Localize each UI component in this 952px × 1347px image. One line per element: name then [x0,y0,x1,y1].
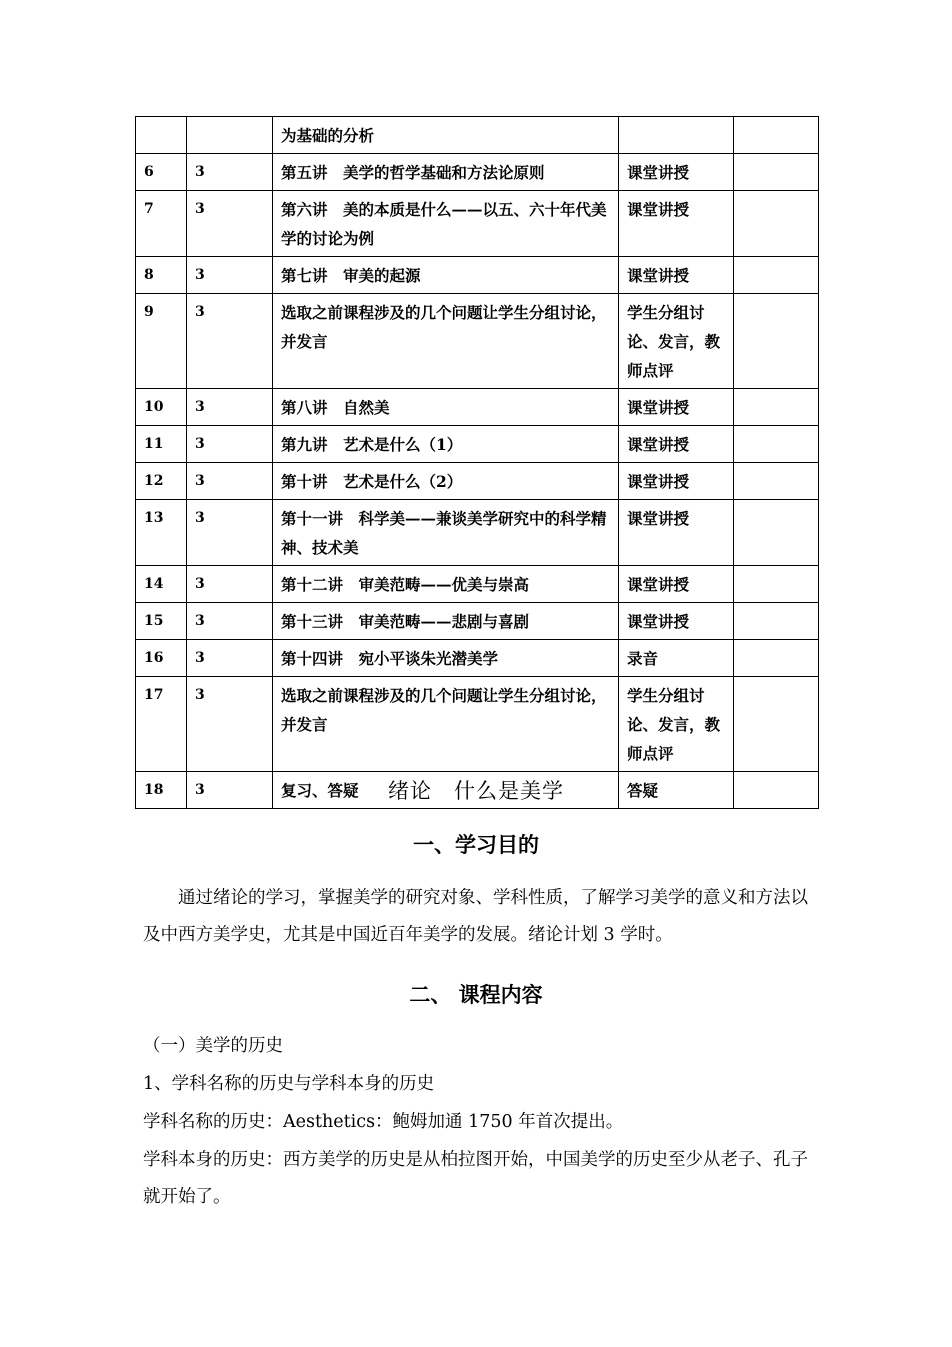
hours-cell: 3 [187,463,273,500]
content-cell: 选取之前课程涉及的几个问题让学生分组讨论，并发言 [273,294,619,389]
row-number-cell: 11 [136,426,187,463]
content-cell: 第十三讲 审美范畴——悲剧与喜剧 [273,603,619,640]
table-row [136,117,819,154]
hours-cell: 3 [187,257,273,294]
content-cell: 第十四讲 宛小平谈朱光潜美学 [273,640,619,677]
hours-cell: 3 [187,154,273,191]
method-cell: 学生分组讨论、发言，教师点评 [619,677,734,772]
row-number-cell: 6 [136,154,187,191]
method-cell: 课堂讲授 [619,463,734,500]
hours-cell: 3 [187,294,273,389]
content-cell: 第九讲 艺术是什么（1） [273,426,619,463]
row-number-cell: 17 [136,677,187,772]
row-number-cell: 12 [136,463,187,500]
method-cell: 学生分组讨论、发言，教师点评 [619,294,734,389]
list-item-heading: 1、学科名称的历史与学科本身的历史 [143,1074,435,1094]
method-cell: 课堂讲授 [619,257,734,294]
method-cell: 课堂讲授 [619,426,734,463]
row-number-cell: 15 [136,603,187,640]
list-item-text: 学科本身的历史：西方美学的历史是从柏拉图开始，中国美学的历史至少从老子、孔子就开始了。 [143,1150,808,1207]
row-number-cell: 7 [136,191,187,257]
content-cell: 第十二讲 审美范畴——优美与崇高 [273,566,619,603]
row-number-cell: 14 [136,566,187,603]
method-cell: 课堂讲授 [619,500,734,566]
note-cell [734,426,819,463]
table-row [136,677,819,772]
note-cell [734,640,819,677]
content-cell: 选取之前课程涉及的几个问题让学生分组讨论，并发言 [273,677,619,772]
hours-cell: 3 [187,640,273,677]
method-cell: 课堂讲授 [619,389,734,426]
row-number-cell: 8 [136,257,187,294]
table-row [136,191,819,257]
table-row [136,603,819,640]
note-cell [734,154,819,191]
row-number-cell: 10 [136,389,187,426]
row-number-cell [136,117,187,154]
method-cell [619,117,734,154]
method-cell: 课堂讲授 [619,191,734,257]
content-cell: 第十一讲 科学美——兼谈美学研究中的科学精神、技术美 [273,500,619,566]
content-cell: 第七讲 审美的起源 [273,257,619,294]
course-schedule-table [135,116,819,809]
method-cell: 录音 [619,640,734,677]
note-cell [734,677,819,772]
content-cell: 第六讲 美的本质是什么——以五、六十年代美学的讨论为例 [273,191,619,257]
row-number-cell: 13 [136,500,187,566]
note-cell [734,463,819,500]
method-cell: 课堂讲授 [619,566,734,603]
method-cell: 答疑 [619,772,734,809]
table-row [136,463,819,500]
note-cell [734,500,819,566]
table-row [136,154,819,191]
hours-cell: 3 [187,603,273,640]
row-number-cell: 16 [136,640,187,677]
note-cell [734,389,819,426]
note-cell [734,603,819,640]
note-cell [734,191,819,257]
subsection-heading: （一）美学的历史 [143,1036,283,1056]
hours-cell: 3 [187,772,273,809]
hours-cell: 3 [187,677,273,772]
hours-cell: 3 [187,389,273,426]
note-cell [734,294,819,389]
hours-cell [187,117,273,154]
hours-cell: 3 [187,426,273,463]
section-heading-course-content: 二、 课程内容 [409,983,543,1007]
hours-cell: 3 [187,566,273,603]
table-row [136,640,819,677]
method-cell: 课堂讲授 [619,154,734,191]
note-cell [734,257,819,294]
chapter-title: 绪论 什么是美学 [388,779,564,803]
hours-cell: 3 [187,500,273,566]
table-row [136,426,819,463]
content-cell: 为基础的分析 [273,117,619,154]
hours-cell: 3 [187,191,273,257]
section-heading-learning-goals: 一、学习目的 [413,833,539,857]
table-row [136,294,819,389]
content-cell: 复习、答疑 [273,772,619,809]
table-row [136,500,819,566]
row-number-cell: 9 [136,294,187,389]
content-cell: 第十讲 艺术是什么（2） [273,463,619,500]
note-cell [734,566,819,603]
table-row [136,257,819,294]
list-item-text: 学科名称的历史：Aesthetics：鲍姆加通 1750 年首次提出。 [143,1112,624,1132]
method-cell: 课堂讲授 [619,603,734,640]
content-cell: 第八讲 自然美 [273,389,619,426]
row-number-cell: 18 [136,772,187,809]
intro-paragraph: 通过绪论的学习，掌握美学的研究对象、学科性质，了解学习美学的意义和方法以及中西方美学史，尤其是中国近百年美学的发展。绪论计划 3 学时。 [143,888,808,945]
table-row [136,389,819,426]
note-cell [734,117,819,154]
table-row [136,566,819,603]
content-cell: 第五讲 美学的哲学基础和方法论原则 [273,154,619,191]
schedule-table-body [136,117,819,809]
